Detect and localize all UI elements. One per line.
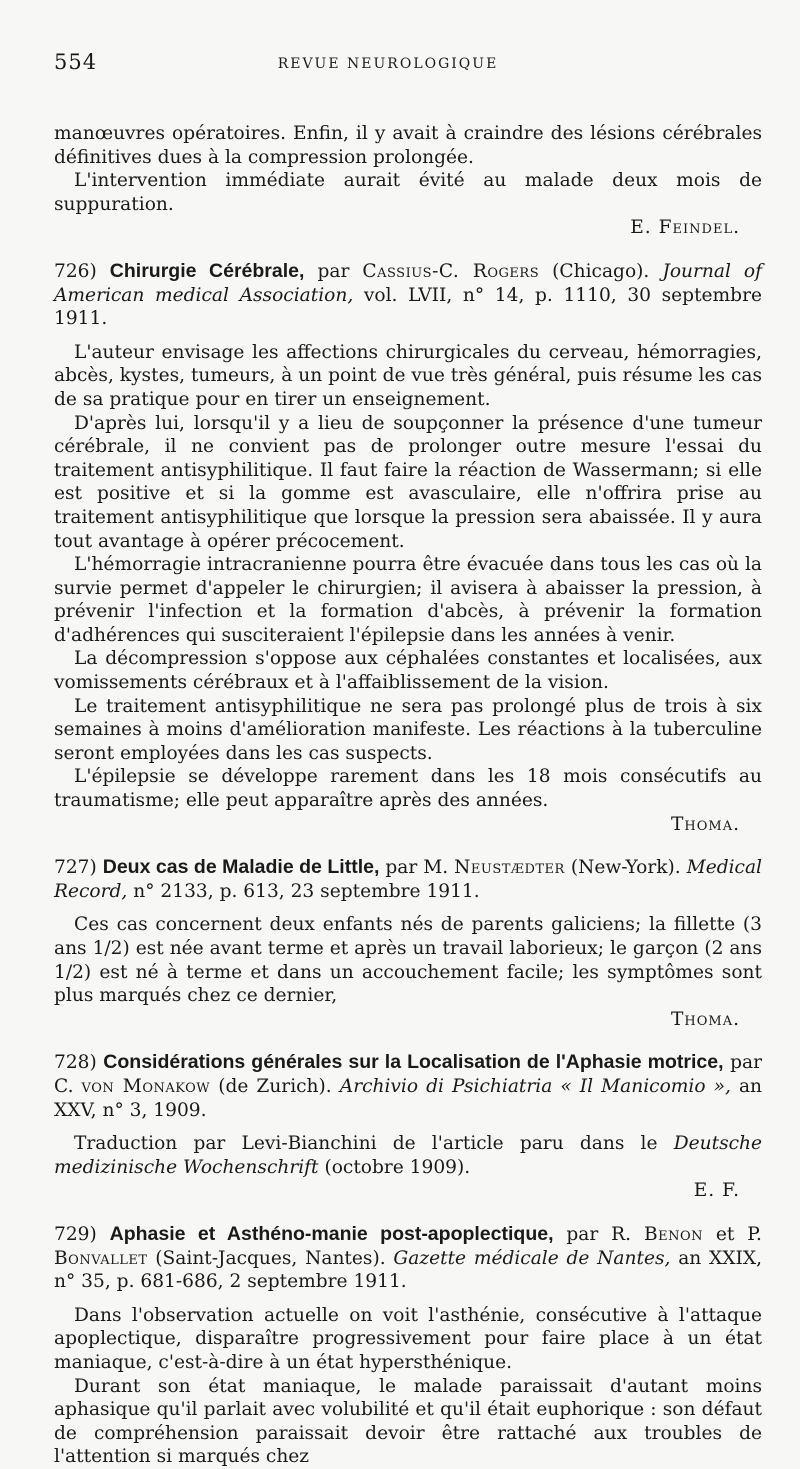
paragraph: manœuvres opératoires. Enfin, il y avait à craindre des lésions cérébrales définitives dues à la compression prolongée.: [54, 123, 762, 168]
running-header: [54, 44, 762, 84]
entry-number: 726): [54, 260, 97, 282]
paragraph: L'hémorragie intracranienne pourra être évacuée dans tous les cas où la survie permet d'appeler le chirurgien; il avisera à abaisser la pression, à prévenir l'infection et la formation d'abcès, à prévenir la formation d'adhérences qui susciteraient l'épilepsie dans les années à venir.: [54, 554, 762, 646]
entry-heading: [54, 1051, 762, 1122]
cited-journal: Deutsche medizinische Wochenschrift: [54, 1133, 763, 1178]
source-journal: Journal of American medical Association,: [54, 260, 763, 306]
journal-title: REVUE NEUROLOGIQUE: [277, 56, 499, 72]
abstract-726: [54, 260, 762, 836]
author: Bonvallet: [54, 1247, 148, 1269]
source-reference: n° 2133, p. 613, 23 septembre 1911.: [133, 880, 480, 902]
author-place: (de Zurich).: [218, 1075, 332, 1097]
abstract-729: [54, 1223, 762, 1469]
entry-title: Aphasie et Asthéno-manie post-apoplectique,: [109, 1222, 554, 1245]
author-place: (New-York).: [570, 857, 681, 879]
entry-number: 727): [54, 857, 97, 879]
page-number: 554: [54, 50, 98, 74]
abstract-727: [54, 856, 762, 1031]
source-journal: Archivio di Psichiatria « Il Manicomio »,: [339, 1075, 731, 1097]
paragraph: Le traitement antisyphilitique ne sera pas prolongé plus de trois à six semaines à moins d'amélioration manifeste. Les réactions à la tuberculine seront employées dans les cas suspects.: [54, 695, 762, 764]
paragraph: L'intervention immédiate aurait évité au malade deux mois de suppuration.: [54, 170, 762, 215]
paragraph: L'auteur envisage les affections chirurgicales du cerveau, hémorragies, abcès, kystes, tumeurs, à un point de vue très général, puis résume les cas de sa pratique pour en tirer un enseignement.: [54, 341, 762, 410]
paragraph-text: Traduction par Levi-Bianchini de l'article paru dans le: [74, 1133, 658, 1155]
entry-title: Deux cas de Maladie de Little,: [102, 856, 380, 879]
previous-article-ending: [54, 122, 762, 240]
entry-title: Chirurgie Cérébrale,: [109, 259, 305, 282]
source-journal: Medical Record,: [54, 857, 762, 902]
author: Neustædter: [454, 857, 565, 879]
by-text: par M.: [385, 857, 449, 879]
paragraph: D'après lui, lorsqu'il y a lieu de soupçonner la présence d'une tumeur cérébrale, il ne convient pas de prolonger outre mesure l'essai du traitement antisyphilitique. Il faut faire la réaction de Wassermann; si elle est positive et si la gomme est avasculaire, elle n'offrira prise au traitement antisyphilitique que lorsque la pression sera abaissée. Il y aura tout avantage à opérer précocement.: [54, 412, 762, 552]
source-reference: vol. LVII, n° 14, p. 1110, 30 septembre 1911.: [54, 284, 762, 330]
source-journal: Gazette médicale de Nantes,: [393, 1247, 671, 1269]
paragraph: Ces cas concernent deux enfants nés de parents galiciens; la fillette (3 ans 1/2) est née avant terme et après un travail laborieux; le garçon (2 ans 1/2) est né à terme et dans un accouchement facile; les symptômes sont plus marqués chez ce dernier,: [54, 914, 762, 1007]
source-reference: an XXV, n° 3, 1909.: [54, 1075, 763, 1121]
entry-title: Considérations générales sur la Localisation de l'Aphasie motrice,: [103, 1051, 724, 1074]
signature: E. Feindel.: [630, 217, 740, 239]
paragraph: Dans l'observation actuelle on voit l'asthénie, consécutive à l'attaque apoplectique, disparaître progressivement pour faire place à un état maniaque, c'est-à-dire à un état hypersthénique.: [54, 1304, 762, 1373]
and-text: et: [715, 1223, 735, 1245]
author: Benon: [643, 1223, 704, 1245]
paragraph: [54, 1132, 762, 1179]
author-place: (Saint-Jacques, Nantes).: [155, 1247, 386, 1269]
source-reference: an XXIX, n° 35, p. 681-686, 2 septembre 1911.: [54, 1247, 762, 1293]
entry-heading: [54, 856, 762, 903]
paragraph: Durant son état maniaque, le malade paraissait d'autant moins aphasique qu'il parlait avec volubilité et qu'il était euphorique : son défaut de compréhension paraissait devoir être rattaché aux troubles de l'attention si marqués chez: [54, 1375, 762, 1468]
by-text: par R.: [566, 1223, 632, 1245]
by-text: par C.: [54, 1052, 762, 1097]
by-text: par: [317, 260, 350, 282]
author: Cassius-C. Rogers: [362, 260, 540, 282]
signature: Thoma.: [670, 1008, 740, 1030]
author-place: (Chicago).: [552, 260, 650, 282]
entry-number: 729): [54, 1223, 97, 1245]
author-initial: P.: [747, 1223, 762, 1245]
signature: E. F.: [693, 1180, 740, 1202]
entry-heading: [54, 1223, 762, 1294]
paragraph: La décompression s'oppose aux céphalées constantes et localisées, aux vomissements cérébraux et à l'affaiblissement de la vision.: [54, 648, 762, 694]
paragraph: L'épilepsie se développe rarement dans les 18 mois consécutifs au traumatisme; elle peut apparaître après des années.: [54, 766, 762, 812]
entry-number: 728): [54, 1052, 97, 1074]
paragraph-text: (octobre 1909).: [324, 1156, 471, 1178]
entry-heading: [54, 260, 762, 331]
abstract-728: [54, 1051, 762, 1203]
signature: Thoma.: [670, 813, 740, 835]
author: von Monakow: [81, 1075, 211, 1097]
